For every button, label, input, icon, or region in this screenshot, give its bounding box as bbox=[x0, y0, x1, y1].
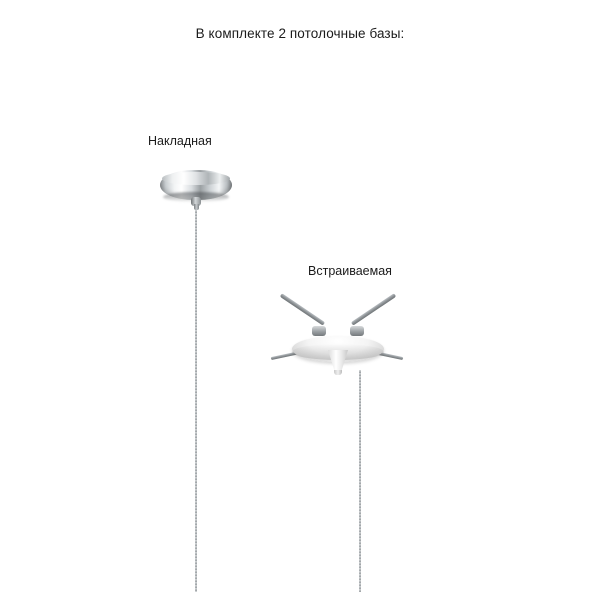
recessed-ceiling-base bbox=[268, 300, 408, 400]
label-recessed: Встраиваемая bbox=[308, 264, 392, 278]
chrome-cap-highlight bbox=[162, 172, 230, 185]
spring-clip-left-arm bbox=[280, 293, 325, 325]
steel-cable-left-texture bbox=[195, 210, 197, 592]
spring-clip-right-arm bbox=[351, 293, 396, 325]
spring-clip-left-pivot bbox=[312, 326, 326, 336]
recessed-cable-outlet bbox=[334, 370, 342, 375]
page-title: В комплекте 2 потолочные базы: bbox=[195, 26, 405, 41]
surface-mount-ceiling-base bbox=[160, 170, 232, 212]
label-surface-mount: Накладная bbox=[148, 134, 212, 148]
spring-clip-right-pivot bbox=[350, 326, 364, 336]
steel-cable-right-texture bbox=[359, 370, 361, 592]
